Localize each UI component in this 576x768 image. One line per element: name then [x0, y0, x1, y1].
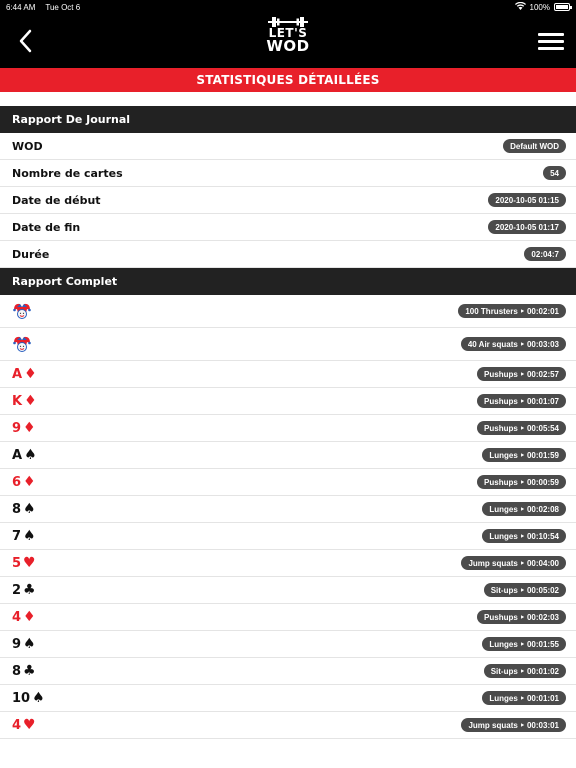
card-rank: 4 [12, 609, 22, 625]
report-row [0, 328, 576, 361]
report-row [0, 415, 576, 442]
suit-icon: ♠ [23, 636, 36, 652]
wifi-icon [515, 2, 526, 12]
journal-row-label: Date de début [12, 193, 101, 207]
journal-row-value: 02:04:7 [524, 247, 566, 261]
suit-icon: ♠ [32, 690, 45, 706]
journal-row-value: Default WOD [503, 139, 566, 153]
report-row [0, 388, 576, 415]
suit-icon: ♦ [24, 393, 37, 409]
playing-card [12, 420, 36, 436]
logo-line1: LET'S [268, 26, 308, 40]
exercise-time-badge: Sit-ups ‣ 00:05:02 [484, 583, 566, 597]
complete-list [0, 295, 576, 739]
playing-card [12, 501, 36, 517]
playing-card [12, 717, 36, 733]
hamburger-line [538, 33, 564, 36]
report-row [0, 295, 576, 328]
report-row [0, 658, 576, 685]
battery-icon [554, 3, 570, 11]
report-row [0, 442, 576, 469]
complete-section-title: Rapport Complet [0, 268, 576, 295]
report-row [0, 712, 576, 739]
suit-icon: ♦ [23, 474, 36, 490]
exercise-time-badge: Lunges ‣ 00:01:59 [482, 448, 566, 462]
page-title: STATISTIQUES DÉTAILLÉES [0, 68, 576, 92]
exercise-time-badge: Lunges ‣ 00:01:01 [482, 691, 566, 705]
suit-icon: ♠ [24, 447, 37, 463]
card-rank: 7 [12, 528, 22, 544]
hamburger-line [538, 47, 564, 50]
report-row [0, 685, 576, 712]
report-row [0, 604, 576, 631]
journal-row [0, 187, 576, 214]
journal-row [0, 133, 576, 160]
journal-row-value: 54 [543, 166, 566, 180]
playing-card [12, 366, 37, 382]
suit-icon: ♠ [23, 528, 36, 544]
back-button[interactable] [12, 24, 38, 58]
journal-list [0, 133, 576, 268]
suit-icon: ♦ [23, 609, 36, 625]
card-rank: A [12, 447, 23, 463]
journal-row-value: 2020-10-05 01:17 [488, 220, 566, 234]
suit-icon: ♣ [23, 663, 36, 679]
exercise-time-badge: Pushups ‣ 00:05:54 [477, 421, 566, 435]
report-row [0, 361, 576, 388]
suit-icon: ♦ [24, 366, 37, 382]
joker-icon [12, 301, 32, 321]
journal-row [0, 214, 576, 241]
card-rank: 9 [12, 420, 22, 436]
report-row [0, 496, 576, 523]
exercise-time-badge: Lunges ‣ 00:02:08 [482, 502, 566, 516]
joker-icon [12, 334, 32, 354]
suit-icon: ♥ [23, 555, 36, 571]
logo-line2: WOD [266, 37, 310, 55]
exercise-time-badge: 40 Air squats ‣ 00:03:03 [461, 337, 566, 351]
journal-row [0, 160, 576, 187]
playing-card [12, 393, 37, 409]
journal-row-label: Durée [12, 247, 50, 261]
suit-icon: ♠ [23, 501, 36, 517]
battery-percent: 100% [529, 2, 550, 12]
exercise-time-badge: 100 Thrusters ‣ 00:02:01 [458, 304, 566, 318]
exercise-time-badge: Lunges ‣ 00:10:54 [482, 529, 566, 543]
report-row [0, 550, 576, 577]
exercise-time-badge: Jump squats ‣ 00:03:01 [461, 718, 566, 732]
menu-button[interactable] [538, 28, 564, 54]
exercise-time-badge: Pushups ‣ 00:01:07 [477, 394, 566, 408]
playing-card [12, 663, 36, 679]
card-rank: A [12, 366, 23, 382]
playing-card [12, 447, 37, 463]
journal-row-value: 2020-10-05 01:15 [488, 193, 566, 207]
card-rank: 2 [12, 582, 22, 598]
nav-bar [0, 14, 576, 68]
status-date: Tue Oct 6 [45, 2, 81, 12]
exercise-time-badge: Pushups ‣ 00:00:59 [477, 475, 566, 489]
exercise-time-badge: Sit-ups ‣ 00:01:02 [484, 664, 566, 678]
exercise-time-badge: Pushups ‣ 00:02:57 [477, 367, 566, 381]
playing-card [12, 636, 36, 652]
journal-row [0, 241, 576, 268]
card-rank: 6 [12, 474, 22, 490]
exercise-time-badge: Pushups ‣ 00:02:03 [477, 610, 566, 624]
status-time: 6:44 AM [6, 2, 36, 12]
card-rank: 8 [12, 501, 22, 517]
app-logo [258, 14, 318, 68]
journal-row-label: WOD [12, 139, 43, 153]
report-row [0, 577, 576, 604]
playing-card [12, 474, 36, 490]
hamburger-line [538, 40, 564, 43]
card-rank: K [12, 393, 23, 409]
card-rank: 5 [12, 555, 22, 571]
suit-icon: ♦ [23, 420, 36, 436]
card-rank: 8 [12, 663, 22, 679]
report-row [0, 469, 576, 496]
playing-card [12, 690, 45, 706]
playing-card [12, 582, 36, 598]
playing-card [12, 555, 36, 571]
journal-row-label: Nombre de cartes [12, 166, 123, 180]
report-row [0, 631, 576, 658]
stats-content [0, 106, 576, 739]
report-row [0, 523, 576, 550]
exercise-time-badge: Jump squats ‣ 00:04:00 [461, 556, 566, 570]
playing-card [12, 528, 36, 544]
journal-section-title: Rapport De Journal [0, 106, 576, 133]
exercise-time-badge: Lunges ‣ 00:01:55 [482, 637, 566, 651]
card-rank: 10 [12, 690, 31, 706]
card-rank: 4 [12, 717, 22, 733]
status-bar [0, 0, 576, 14]
suit-icon: ♣ [23, 582, 36, 598]
journal-row-label: Date de fin [12, 220, 81, 234]
chevron-left-icon [18, 29, 32, 53]
suit-icon: ♥ [23, 717, 36, 733]
card-rank: 9 [12, 636, 22, 652]
playing-card [12, 609, 36, 625]
